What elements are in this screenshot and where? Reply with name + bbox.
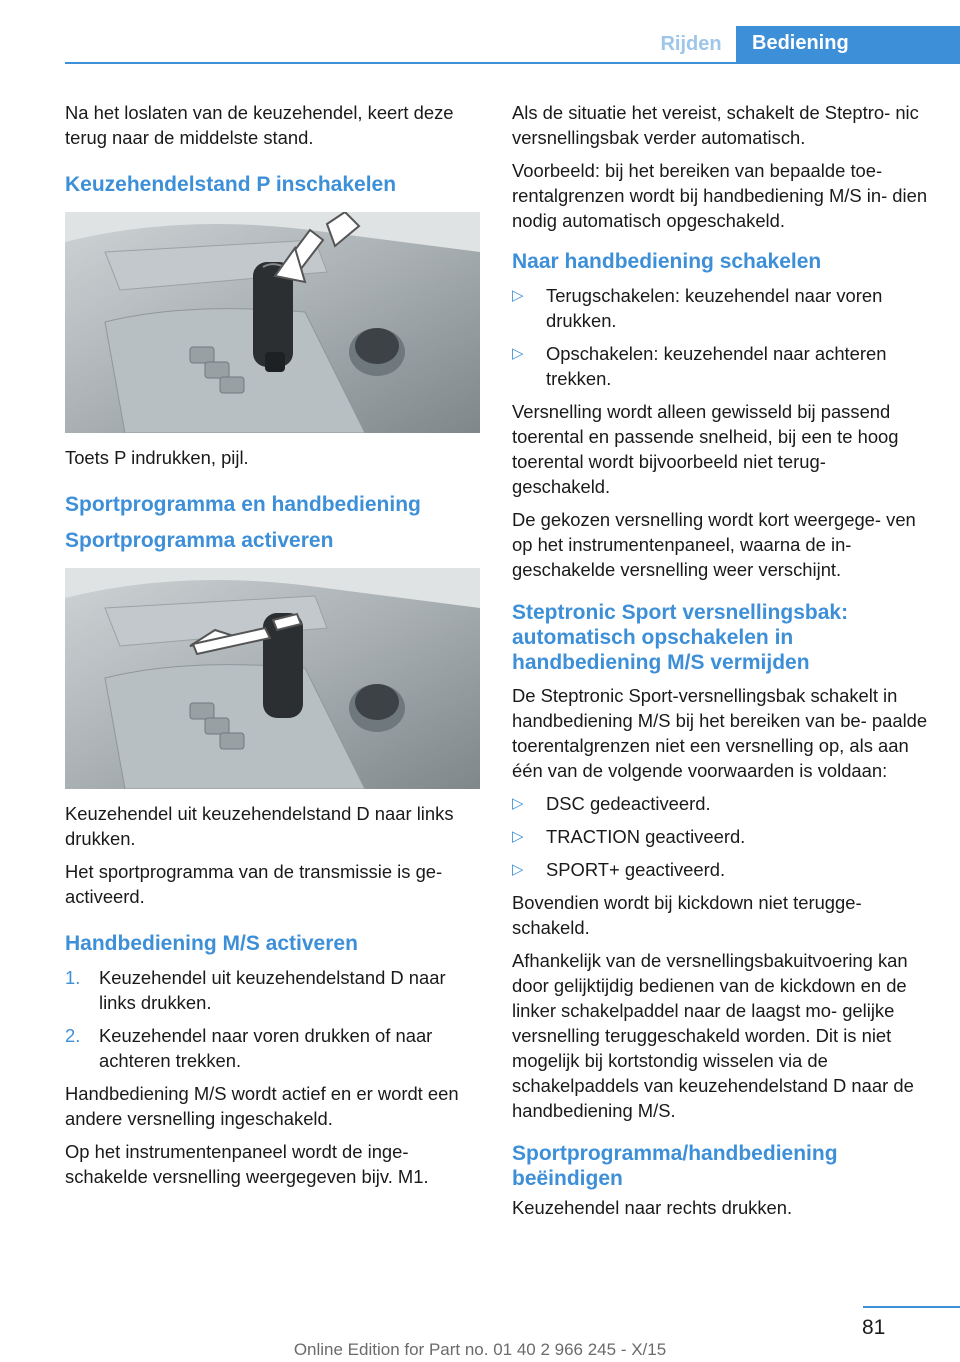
paragraph: Voorbeeld: bij het bereiken van bepaalde toe- rentalgrenzen wordt bij handbediening M/S in- dien nodig automatisch opgeschakeld. bbox=[512, 160, 928, 231]
paragraph: Keuzehendel uit keuzehendelstand D naar links drukken. bbox=[65, 803, 454, 849]
heading-switch-manual: Naar handbediening schakelen bbox=[512, 250, 822, 273]
triangle-bullet-icon: ▷ bbox=[512, 345, 524, 362]
section-tab-rijden[interactable]: Rijden bbox=[660, 33, 722, 55]
step-text: Keuzehendel uit keuzehendelstand D naar links drukken. bbox=[99, 967, 446, 1013]
gear-selector-sport-photo bbox=[65, 568, 480, 789]
heading-park: Keuzehendelstand P inschakelen bbox=[65, 173, 397, 196]
heading-steptronic: Steptronic Sport versnellingsbak: automatisch opschakelen in handbediening M/S vermijden bbox=[512, 601, 849, 674]
paragraph: Handbediening M/S wordt actief en er wordt een andere versnelling ingeschakeld. bbox=[65, 1083, 459, 1129]
bullet-list bbox=[512, 283, 928, 391]
list-item-text: Opschakelen: keuzehendel naar achteren trekken. bbox=[546, 343, 887, 389]
paragraph: Als de situatie het vereist, schakelt de Steptro- nic versnellingsbak verder automatisch. bbox=[512, 102, 919, 148]
section-tab-bediening[interactable]: Bediening bbox=[736, 26, 960, 62]
triangle-bullet-icon: ▷ bbox=[512, 828, 524, 845]
list-item-text: Terugschakelen: keuzehendel naar voren drukken. bbox=[546, 285, 883, 331]
heading-sport-activate: Sportprogramma activeren bbox=[65, 529, 334, 552]
bullet-list bbox=[512, 791, 928, 882]
triangle-bullet-icon: ▷ bbox=[512, 861, 524, 878]
list-item bbox=[512, 341, 928, 391]
list-item bbox=[512, 824, 928, 849]
edition-footer: Online Edition for Part no. 01 40 2 966 245 - X/15 bbox=[293, 1340, 667, 1359]
triangle-bullet-icon: ▷ bbox=[512, 287, 524, 304]
paragraph: Bovendien wordt bij kickdown niet terugge- schakeld. bbox=[512, 892, 862, 938]
page-number: 81 bbox=[862, 1316, 886, 1339]
paragraph: De Steptronic Sport-versnellingsbak schakelt in handbediening M/S bij het bereiken van be- paalde toerentalgrenzen niet een versnelling op, als aan één van de volgende voorwaarden is voldaan: bbox=[512, 685, 928, 781]
header-rule bbox=[65, 62, 960, 64]
left-column bbox=[65, 100, 483, 1197]
paragraph: Op het instrumentenpaneel wordt de inge- schakelde versnelling weergegeven bijv. M1. bbox=[65, 1141, 429, 1187]
step-number: 2. bbox=[65, 1025, 81, 1046]
paragraph: De gekozen versnelling wordt kort weergege- ven op het instrumentenpaneel, waarna de in- geschakelde versnelling weer verschijnt. bbox=[512, 509, 916, 580]
list-item-text: DSC gedeactiveerd. bbox=[546, 793, 711, 814]
step-item bbox=[65, 965, 483, 1015]
paragraph: Het sportprogramma van de transmissie is ge- activeerd. bbox=[65, 861, 443, 907]
list-item bbox=[512, 857, 928, 882]
paragraph: Versnelling wordt alleen gewisseld bij passend toerental en passende snelheid, bij een te hoog toerental wordt bijvoorbeeld niet terug- geschakeld. bbox=[512, 401, 899, 497]
heading-manual-activate: Handbediening M/S activeren bbox=[65, 932, 358, 955]
heading-sport-manual: Sportprogramma en handbediening bbox=[65, 493, 421, 516]
list-item bbox=[512, 791, 928, 816]
photo-caption: Toets P indrukken, pijl. bbox=[65, 447, 249, 468]
paragraph: Na het loslaten van de keuzehendel, keert deze terug naar de middelste stand. bbox=[65, 102, 454, 148]
list-item-text: TRACTION geactiveerd. bbox=[546, 826, 746, 847]
list-item bbox=[512, 283, 928, 333]
step-item bbox=[65, 1023, 483, 1073]
gear-selector-park-photo bbox=[65, 212, 480, 433]
list-item-text: SPORT+ geactiveerd. bbox=[546, 859, 726, 880]
paragraph: Afhankelijk van de versnellingsbakuitvoering kan door gelijktijdig bedienen van de kickdown en de linker schakelpaddel naar de laagst mo- gelijke versnelling teruggeschakeld worden. Dit is niet mogelijk bij kortstondig wisselen via de schakelpaddels van keuzehendelstand D naar de handbediening M/S. bbox=[512, 950, 914, 1121]
numbered-steps bbox=[65, 965, 483, 1073]
right-column bbox=[512, 100, 928, 1228]
heading-end-sport: Sportprogramma/handbediening beëindigen bbox=[512, 1142, 838, 1190]
paragraph: Keuzehendel naar rechts drukken. bbox=[512, 1197, 793, 1218]
step-number: 1. bbox=[65, 967, 81, 988]
footer-rule bbox=[863, 1306, 960, 1308]
step-text: Keuzehendel naar voren drukken of naar achteren trekken. bbox=[99, 1025, 433, 1071]
triangle-bullet-icon: ▷ bbox=[512, 795, 524, 812]
